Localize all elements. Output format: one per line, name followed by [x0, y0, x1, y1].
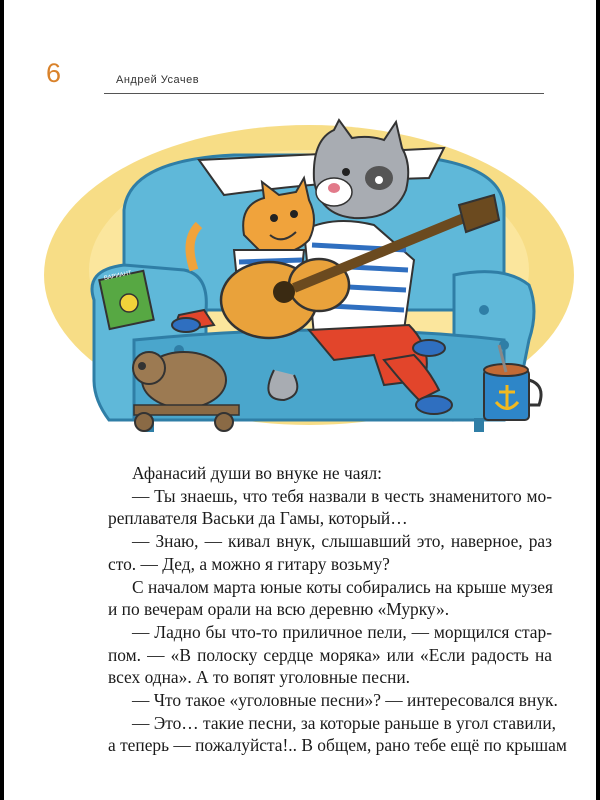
text-line: сто. — Дед, а можно я гитару возьму? [108, 553, 390, 574]
book-on-sofa [99, 270, 153, 329]
text-line: С началом марта юные коты собирались на крыше музея [132, 576, 554, 597]
svg-text:ВАРИАНТ: ВАРИАНТ [103, 270, 133, 283]
text-line: — Ладно бы что-то приличное пели, — морщился стар- [132, 621, 552, 642]
text-line: — Ты знаешь, что тебя назвали в честь знаменитого мо- [132, 485, 552, 506]
page-number: 6 [46, 58, 62, 88]
cats-on-sofa-illustration [34, 100, 574, 450]
text-line: Афанасий души во внуке не чаял: [132, 463, 382, 483]
text-line: — Это… такие песни, за которые раньше в угол ставили, [132, 712, 556, 733]
book-page [4, 0, 596, 800]
author-running-head: Андрей Усачев [116, 74, 200, 86]
text-line: реплавателя Васьки да Гамы, который… [108, 508, 408, 529]
text-line: — Что такое «уголовные песни»? — интересовался внук. [132, 690, 558, 711]
text-line: пом. — «В полоску сердце моряка» или «Если радость на [108, 644, 552, 665]
story-text [108, 462, 567, 757]
text-line: и по вечерам орали на всю деревню «Мурку». [108, 599, 450, 620]
text-line: а теперь — пожалуйста!.. В общем, рано тебе ещё по крышам [108, 735, 567, 756]
header-rule [104, 93, 544, 94]
text-line: всех одна». А то вопят уголовные песни. [108, 667, 411, 688]
text-line: — Знаю, — кивал внук, слышавший это, наверное, раз [132, 531, 552, 552]
